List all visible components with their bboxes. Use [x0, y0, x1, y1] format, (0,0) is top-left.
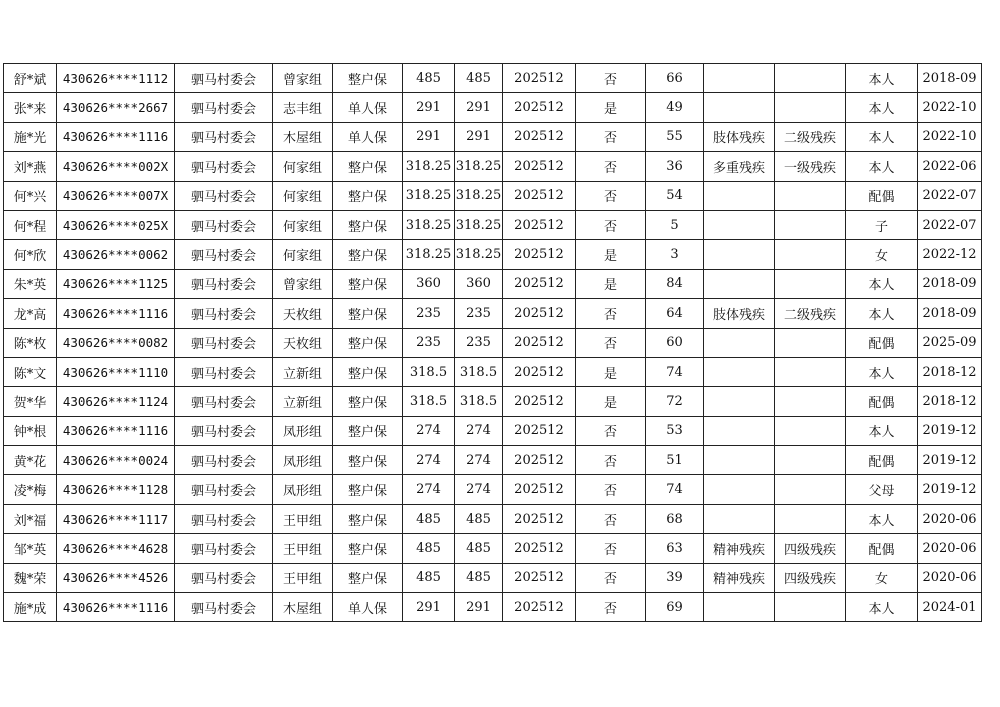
- cell-village: 驷马村委会: [175, 93, 273, 122]
- cell-disability-type: 精神残疾: [704, 534, 775, 563]
- cell-start-date: 2022-07: [918, 210, 982, 239]
- cell-guarantee-type: 整户保: [333, 446, 403, 475]
- cell-village: 驷马村委会: [175, 210, 273, 239]
- table-row: [4, 269, 982, 298]
- cell-id-number: 430626****1112: [57, 64, 175, 93]
- cell-age: 55: [646, 122, 704, 151]
- cell-group: 天枚组: [273, 299, 333, 328]
- cell-name: 钟*根: [4, 416, 57, 445]
- cell-disability-type: [704, 357, 775, 386]
- cell-name: 张*来: [4, 93, 57, 122]
- cell-amount: 485: [455, 504, 503, 533]
- cell-disability-type: [704, 387, 775, 416]
- cell-id-number: 430626****1116: [57, 299, 175, 328]
- cell-month: 202512: [503, 446, 576, 475]
- cell-guarantee-type: 整户保: [333, 269, 403, 298]
- cell-month: 202512: [503, 64, 576, 93]
- cell-disability-level: 四级残疾: [775, 534, 846, 563]
- cell-guarantee-type: 整户保: [333, 563, 403, 592]
- cell-disability-type: [704, 446, 775, 475]
- cell-guarantee-type: 整户保: [333, 357, 403, 386]
- cell-village: 驷马村委会: [175, 152, 273, 181]
- cell-month: 202512: [503, 269, 576, 298]
- table-row: [4, 240, 982, 269]
- cell-age: 72: [646, 387, 704, 416]
- cell-relation: 本人: [846, 152, 918, 181]
- cell-start-date: 2018-12: [918, 357, 982, 386]
- cell-month: 202512: [503, 475, 576, 504]
- cell-guarantee-type: 整户保: [333, 64, 403, 93]
- cell-name: 何*兴: [4, 181, 57, 210]
- table-row: [4, 152, 982, 181]
- cell-amount: 360: [455, 269, 503, 298]
- table-row: [4, 593, 982, 622]
- cell-disability-type: [704, 181, 775, 210]
- cell-standard: 274: [403, 475, 455, 504]
- cell-age: 69: [646, 593, 704, 622]
- cell-standard: 274: [403, 416, 455, 445]
- cell-amount: 318.25: [455, 152, 503, 181]
- cell-start-date: 2024-01: [918, 593, 982, 622]
- cell-month: 202512: [503, 534, 576, 563]
- cell-standard: 318.25: [403, 210, 455, 239]
- cell-amount: 318.25: [455, 210, 503, 239]
- cell-flag: 否: [576, 563, 646, 592]
- table-row: [4, 563, 982, 592]
- cell-village: 驷马村委会: [175, 593, 273, 622]
- cell-guarantee-type: 整户保: [333, 504, 403, 533]
- cell-id-number: 430626****1117: [57, 504, 175, 533]
- cell-name: 舒*斌: [4, 64, 57, 93]
- cell-guarantee-type: 单人保: [333, 593, 403, 622]
- table-row: [4, 446, 982, 475]
- table-row: [4, 64, 982, 93]
- cell-relation: 配偶: [846, 328, 918, 357]
- cell-relation: 女: [846, 240, 918, 269]
- cell-amount: 274: [455, 475, 503, 504]
- cell-flag: 否: [576, 181, 646, 210]
- cell-start-date: 2022-10: [918, 93, 982, 122]
- cell-standard: 318.25: [403, 240, 455, 269]
- cell-village: 驷马村委会: [175, 64, 273, 93]
- cell-amount: 318.5: [455, 357, 503, 386]
- cell-id-number: 430626****002X: [57, 152, 175, 181]
- cell-id-number: 430626****1128: [57, 475, 175, 504]
- cell-age: 54: [646, 181, 704, 210]
- cell-name: 陈*枚: [4, 328, 57, 357]
- cell-id-number: 430626****1116: [57, 122, 175, 151]
- cell-name: 何*程: [4, 210, 57, 239]
- cell-village: 驷马村委会: [175, 240, 273, 269]
- cell-month: 202512: [503, 563, 576, 592]
- cell-month: 202512: [503, 328, 576, 357]
- cell-relation: 配偶: [846, 534, 918, 563]
- cell-age: 74: [646, 357, 704, 386]
- cell-id-number: 430626****2667: [57, 93, 175, 122]
- cell-disability-level: [775, 93, 846, 122]
- cell-relation: 配偶: [846, 181, 918, 210]
- cell-guarantee-type: 整户保: [333, 475, 403, 504]
- cell-age: 60: [646, 328, 704, 357]
- cell-amount: 291: [455, 93, 503, 122]
- cell-disability-level: [775, 504, 846, 533]
- cell-start-date: 2022-07: [918, 181, 982, 210]
- cell-disability-type: [704, 64, 775, 93]
- cell-disability-level: [775, 475, 846, 504]
- cell-disability-type: [704, 593, 775, 622]
- table-body: [4, 64, 982, 622]
- beneficiary-table: [3, 63, 982, 622]
- cell-relation: 本人: [846, 269, 918, 298]
- table-row: [4, 210, 982, 239]
- cell-age: 64: [646, 299, 704, 328]
- cell-age: 5: [646, 210, 704, 239]
- cell-relation: 本人: [846, 64, 918, 93]
- cell-group: 立新组: [273, 387, 333, 416]
- cell-age: 51: [646, 446, 704, 475]
- cell-disability-level: 二级残疾: [775, 299, 846, 328]
- cell-id-number: 430626****4526: [57, 563, 175, 592]
- cell-month: 202512: [503, 122, 576, 151]
- table-row: [4, 416, 982, 445]
- cell-name: 施*成: [4, 593, 57, 622]
- cell-standard: 485: [403, 534, 455, 563]
- cell-standard: 291: [403, 593, 455, 622]
- cell-disability-level: [775, 240, 846, 269]
- cell-disability-level: 二级残疾: [775, 122, 846, 151]
- cell-guarantee-type: 整户保: [333, 328, 403, 357]
- cell-month: 202512: [503, 593, 576, 622]
- cell-standard: 360: [403, 269, 455, 298]
- cell-flag: 否: [576, 299, 646, 328]
- cell-id-number: 430626****4628: [57, 534, 175, 563]
- cell-name: 凌*梅: [4, 475, 57, 504]
- cell-disability-type: 肢体残疾: [704, 122, 775, 151]
- cell-name: 刘*燕: [4, 152, 57, 181]
- cell-guarantee-type: 整户保: [333, 181, 403, 210]
- cell-id-number: 430626****0062: [57, 240, 175, 269]
- cell-age: 39: [646, 563, 704, 592]
- table-row: [4, 93, 982, 122]
- cell-group: 曾家组: [273, 64, 333, 93]
- cell-flag: 否: [576, 534, 646, 563]
- cell-name: 施*光: [4, 122, 57, 151]
- cell-month: 202512: [503, 210, 576, 239]
- cell-guarantee-type: 整户保: [333, 387, 403, 416]
- cell-village: 驷马村委会: [175, 387, 273, 416]
- cell-guarantee-type: 整户保: [333, 534, 403, 563]
- cell-name: 魏*荣: [4, 563, 57, 592]
- cell-disability-level: [775, 328, 846, 357]
- cell-village: 驷马村委会: [175, 328, 273, 357]
- cell-disability-level: [775, 64, 846, 93]
- cell-village: 驷马村委会: [175, 504, 273, 533]
- cell-group: 王甲组: [273, 534, 333, 563]
- cell-group: 何家组: [273, 240, 333, 269]
- table-row: [4, 475, 982, 504]
- cell-month: 202512: [503, 387, 576, 416]
- cell-flag: 否: [576, 210, 646, 239]
- cell-group: 曾家组: [273, 269, 333, 298]
- cell-guarantee-type: 整户保: [333, 210, 403, 239]
- table-row: [4, 534, 982, 563]
- cell-disability-level: [775, 269, 846, 298]
- cell-group: 何家组: [273, 152, 333, 181]
- cell-village: 驷马村委会: [175, 181, 273, 210]
- cell-start-date: 2019-12: [918, 475, 982, 504]
- table-row: [4, 328, 982, 357]
- cell-name: 朱*英: [4, 269, 57, 298]
- cell-start-date: 2018-09: [918, 64, 982, 93]
- cell-disability-type: [704, 416, 775, 445]
- cell-guarantee-type: 整户保: [333, 299, 403, 328]
- cell-disability-level: [775, 416, 846, 445]
- cell-flag: 是: [576, 269, 646, 298]
- cell-standard: 318.5: [403, 357, 455, 386]
- cell-flag: 是: [576, 357, 646, 386]
- cell-standard: 291: [403, 122, 455, 151]
- cell-relation: 配偶: [846, 387, 918, 416]
- cell-flag: 否: [576, 152, 646, 181]
- cell-name: 黄*花: [4, 446, 57, 475]
- cell-disability-type: [704, 240, 775, 269]
- cell-group: 天枚组: [273, 328, 333, 357]
- cell-id-number: 430626****0024: [57, 446, 175, 475]
- cell-village: 驷马村委会: [175, 475, 273, 504]
- cell-age: 84: [646, 269, 704, 298]
- cell-month: 202512: [503, 357, 576, 386]
- cell-amount: 291: [455, 593, 503, 622]
- cell-month: 202512: [503, 152, 576, 181]
- cell-month: 202512: [503, 299, 576, 328]
- cell-village: 驷马村委会: [175, 534, 273, 563]
- cell-amount: 485: [455, 563, 503, 592]
- cell-disability-level: [775, 210, 846, 239]
- table-row: [4, 299, 982, 328]
- cell-disability-level: [775, 387, 846, 416]
- cell-guarantee-type: 整户保: [333, 416, 403, 445]
- cell-disability-level: [775, 181, 846, 210]
- table-row: [4, 122, 982, 151]
- cell-name: 刘*福: [4, 504, 57, 533]
- cell-standard: 318.5: [403, 387, 455, 416]
- cell-disability-type: [704, 269, 775, 298]
- cell-village: 驷马村委会: [175, 299, 273, 328]
- cell-flag: 否: [576, 122, 646, 151]
- cell-amount: 485: [455, 534, 503, 563]
- cell-start-date: 2022-10: [918, 122, 982, 151]
- cell-amount: 318.25: [455, 181, 503, 210]
- cell-group: 王甲组: [273, 504, 333, 533]
- cell-start-date: 2025-09: [918, 328, 982, 357]
- cell-relation: 本人: [846, 299, 918, 328]
- cell-flag: 否: [576, 328, 646, 357]
- table-row: [4, 181, 982, 210]
- cell-month: 202512: [503, 181, 576, 210]
- cell-standard: 485: [403, 64, 455, 93]
- cell-standard: 235: [403, 328, 455, 357]
- cell-standard: 291: [403, 93, 455, 122]
- cell-disability-type: 多重残疾: [704, 152, 775, 181]
- cell-start-date: 2022-12: [918, 240, 982, 269]
- cell-month: 202512: [503, 93, 576, 122]
- cell-age: 36: [646, 152, 704, 181]
- cell-standard: 318.25: [403, 152, 455, 181]
- cell-relation: 父母: [846, 475, 918, 504]
- cell-start-date: 2019-12: [918, 446, 982, 475]
- cell-group: 木屋组: [273, 593, 333, 622]
- cell-start-date: 2018-09: [918, 299, 982, 328]
- cell-guarantee-type: 整户保: [333, 240, 403, 269]
- cell-relation: 本人: [846, 416, 918, 445]
- cell-age: 66: [646, 64, 704, 93]
- cell-relation: 本人: [846, 122, 918, 151]
- cell-id-number: 430626****025X: [57, 210, 175, 239]
- cell-flag: 否: [576, 64, 646, 93]
- cell-disability-type: 肢体残疾: [704, 299, 775, 328]
- cell-flag: 是: [576, 240, 646, 269]
- table-row: [4, 387, 982, 416]
- cell-amount: 235: [455, 299, 503, 328]
- cell-standard: 485: [403, 504, 455, 533]
- cell-amount: 318.25: [455, 240, 503, 269]
- cell-relation: 本人: [846, 93, 918, 122]
- cell-group: 木屋组: [273, 122, 333, 151]
- cell-start-date: 2018-12: [918, 387, 982, 416]
- cell-relation: 子: [846, 210, 918, 239]
- cell-name: 贺*华: [4, 387, 57, 416]
- cell-flag: 否: [576, 446, 646, 475]
- cell-guarantee-type: 单人保: [333, 122, 403, 151]
- cell-amount: 291: [455, 122, 503, 151]
- cell-id-number: 430626****1116: [57, 593, 175, 622]
- cell-amount: 235: [455, 328, 503, 357]
- cell-disability-level: [775, 593, 846, 622]
- cell-disability-type: [704, 328, 775, 357]
- cell-village: 驷马村委会: [175, 122, 273, 151]
- cell-id-number: 430626****1125: [57, 269, 175, 298]
- cell-standard: 274: [403, 446, 455, 475]
- cell-flag: 否: [576, 475, 646, 504]
- cell-id-number: 430626****1116: [57, 416, 175, 445]
- cell-group: 凤形组: [273, 475, 333, 504]
- cell-disability-level: [775, 446, 846, 475]
- cell-standard: 235: [403, 299, 455, 328]
- cell-month: 202512: [503, 504, 576, 533]
- cell-age: 53: [646, 416, 704, 445]
- cell-guarantee-type: 单人保: [333, 93, 403, 122]
- cell-disability-level: 四级残疾: [775, 563, 846, 592]
- cell-start-date: 2018-09: [918, 269, 982, 298]
- cell-group: 立新组: [273, 357, 333, 386]
- cell-relation: 配偶: [846, 446, 918, 475]
- cell-disability-type: [704, 93, 775, 122]
- table-row: [4, 357, 982, 386]
- cell-amount: 274: [455, 446, 503, 475]
- cell-relation: 本人: [846, 357, 918, 386]
- cell-age: 63: [646, 534, 704, 563]
- cell-group: 何家组: [273, 210, 333, 239]
- cell-start-date: 2019-12: [918, 416, 982, 445]
- cell-village: 驷马村委会: [175, 446, 273, 475]
- cell-age: 3: [646, 240, 704, 269]
- cell-disability-level: 一级残疾: [775, 152, 846, 181]
- cell-id-number: 430626****1110: [57, 357, 175, 386]
- cell-disability-type: [704, 504, 775, 533]
- cell-month: 202512: [503, 416, 576, 445]
- cell-relation: 本人: [846, 504, 918, 533]
- cell-start-date: 2022-06: [918, 152, 982, 181]
- cell-village: 驷马村委会: [175, 563, 273, 592]
- cell-amount: 274: [455, 416, 503, 445]
- cell-village: 驷马村委会: [175, 357, 273, 386]
- cell-amount: 485: [455, 64, 503, 93]
- cell-flag: 否: [576, 416, 646, 445]
- cell-guarantee-type: 整户保: [333, 152, 403, 181]
- cell-group: 凤形组: [273, 446, 333, 475]
- cell-amount: 318.5: [455, 387, 503, 416]
- cell-disability-type: [704, 210, 775, 239]
- cell-group: 何家组: [273, 181, 333, 210]
- cell-id-number: 430626****1124: [57, 387, 175, 416]
- cell-month: 202512: [503, 240, 576, 269]
- cell-age: 68: [646, 504, 704, 533]
- cell-disability-type: [704, 475, 775, 504]
- cell-name: 何*欣: [4, 240, 57, 269]
- cell-start-date: 2020-06: [918, 534, 982, 563]
- cell-age: 49: [646, 93, 704, 122]
- cell-disability-type: 精神残疾: [704, 563, 775, 592]
- cell-name: 邹*英: [4, 534, 57, 563]
- cell-id-number: 430626****0082: [57, 328, 175, 357]
- cell-standard: 318.25: [403, 181, 455, 210]
- cell-flag: 是: [576, 93, 646, 122]
- cell-start-date: 2020-06: [918, 504, 982, 533]
- cell-village: 驷马村委会: [175, 269, 273, 298]
- cell-relation: 本人: [846, 593, 918, 622]
- cell-disability-level: [775, 357, 846, 386]
- cell-relation: 女: [846, 563, 918, 592]
- cell-group: 凤形组: [273, 416, 333, 445]
- cell-village: 驷马村委会: [175, 416, 273, 445]
- cell-group: 志丰组: [273, 93, 333, 122]
- cell-flag: 否: [576, 593, 646, 622]
- cell-flag: 是: [576, 387, 646, 416]
- table-row: [4, 504, 982, 533]
- cell-id-number: 430626****007X: [57, 181, 175, 210]
- cell-group: 王甲组: [273, 563, 333, 592]
- cell-flag: 否: [576, 504, 646, 533]
- cell-start-date: 2020-06: [918, 563, 982, 592]
- cell-standard: 485: [403, 563, 455, 592]
- cell-name: 龙*高: [4, 299, 57, 328]
- cell-age: 74: [646, 475, 704, 504]
- cell-name: 陈*文: [4, 357, 57, 386]
